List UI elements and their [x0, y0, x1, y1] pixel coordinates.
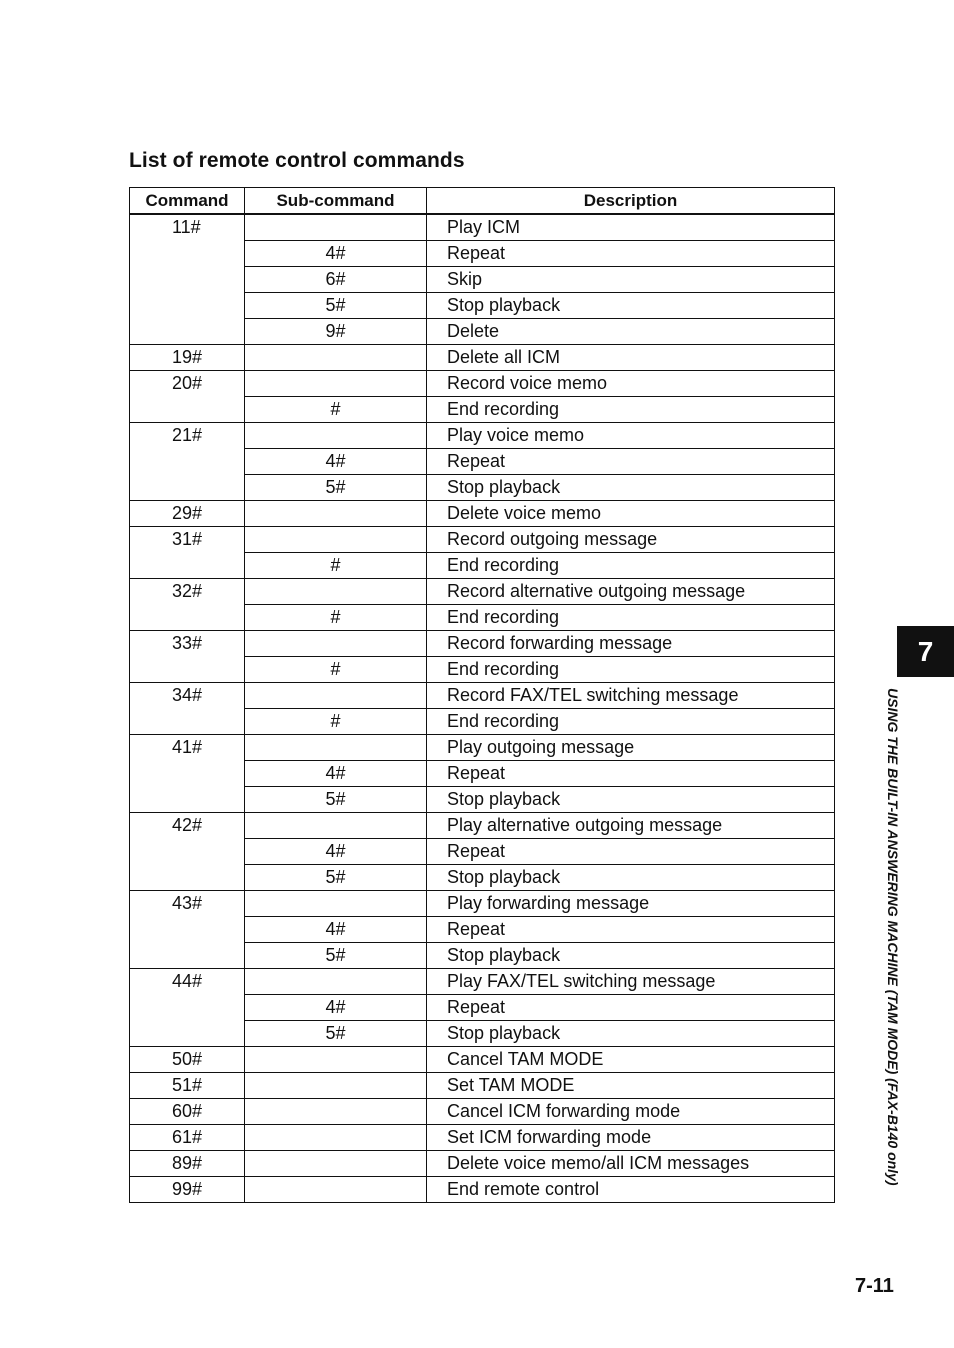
command-cell: 42# — [130, 813, 245, 891]
table-row — [130, 423, 835, 449]
command-cell: 99# — [130, 1177, 245, 1203]
command-cell: 20# — [130, 371, 245, 423]
table-row — [130, 1047, 835, 1073]
description-cell: Record forwarding message — [427, 631, 835, 657]
subcommand-cell: 9# — [245, 319, 427, 345]
command-cell: 31# — [130, 527, 245, 579]
table-row — [130, 735, 835, 761]
description-cell: Repeat — [427, 761, 835, 787]
description-cell: End recording — [427, 709, 835, 735]
description-cell: End recording — [427, 657, 835, 683]
description-cell: Stop playback — [427, 293, 835, 319]
subcommand-cell: 5# — [245, 475, 427, 501]
command-cell: 33# — [130, 631, 245, 683]
header-description: Description — [427, 188, 835, 215]
subcommand-cell-empty — [245, 1177, 427, 1203]
remote-commands-table — [129, 187, 835, 1203]
subcommand-cell: # — [245, 605, 427, 631]
description-cell: Play FAX/TEL switching message — [427, 969, 835, 995]
description-cell: Play voice memo — [427, 423, 835, 449]
description-cell: Repeat — [427, 449, 835, 475]
subcommand-cell-empty — [245, 891, 427, 917]
chapter-tab: 7 — [897, 626, 954, 677]
subcommand-cell-empty — [245, 527, 427, 553]
subcommand-cell-empty — [245, 1073, 427, 1099]
description-cell: Delete all ICM — [427, 345, 835, 371]
description-cell: Cancel TAM MODE — [427, 1047, 835, 1073]
table-row — [130, 371, 835, 397]
table-row — [130, 501, 835, 527]
header-subcommand: Sub-command — [245, 188, 427, 215]
description-cell: Stop playback — [427, 787, 835, 813]
description-cell: Record alternative outgoing message — [427, 579, 835, 605]
description-cell: Repeat — [427, 995, 835, 1021]
description-cell: Set ICM forwarding mode — [427, 1125, 835, 1151]
table-row — [130, 891, 835, 917]
subcommand-cell: 4# — [245, 449, 427, 475]
command-cell: 50# — [130, 1047, 245, 1073]
command-cell: 19# — [130, 345, 245, 371]
table-row — [130, 1151, 835, 1177]
description-cell: Record outgoing message — [427, 527, 835, 553]
command-cell: 29# — [130, 501, 245, 527]
subcommand-cell: 5# — [245, 943, 427, 969]
command-cell: 21# — [130, 423, 245, 501]
subcommand-cell-empty — [245, 1047, 427, 1073]
description-cell: Play alternative outgoing message — [427, 813, 835, 839]
subcommand-cell-empty — [245, 501, 427, 527]
subcommand-cell: 4# — [245, 241, 427, 267]
description-cell: Stop playback — [427, 1021, 835, 1047]
command-cell: 41# — [130, 735, 245, 813]
description-cell: Set TAM MODE — [427, 1073, 835, 1099]
subcommand-cell-empty — [245, 371, 427, 397]
description-cell: Play forwarding message — [427, 891, 835, 917]
subcommand-cell-empty — [245, 683, 427, 709]
table-row — [130, 969, 835, 995]
subcommand-cell: 5# — [245, 787, 427, 813]
command-cell: 89# — [130, 1151, 245, 1177]
description-cell: End recording — [427, 397, 835, 423]
table-row — [130, 1125, 835, 1151]
table-row — [130, 527, 835, 553]
description-cell: Play ICM — [427, 214, 835, 241]
description-cell: Repeat — [427, 917, 835, 943]
command-cell: 43# — [130, 891, 245, 969]
description-cell: Play outgoing message — [427, 735, 835, 761]
description-cell: Repeat — [427, 241, 835, 267]
table-row — [130, 683, 835, 709]
description-cell: Repeat — [427, 839, 835, 865]
command-cell: 34# — [130, 683, 245, 735]
table-row — [130, 1177, 835, 1203]
table-header-row — [130, 188, 835, 215]
command-cell: 51# — [130, 1073, 245, 1099]
subcommand-cell-empty — [245, 813, 427, 839]
subcommand-cell-empty — [245, 735, 427, 761]
subcommand-cell: # — [245, 553, 427, 579]
subcommand-cell-empty — [245, 345, 427, 371]
description-cell: Delete voice memo/all ICM messages — [427, 1151, 835, 1177]
subcommand-cell: # — [245, 709, 427, 735]
subcommand-cell: 5# — [245, 293, 427, 319]
table-row — [130, 813, 835, 839]
page-title: List of remote control commands — [129, 149, 465, 172]
command-cell: 61# — [130, 1125, 245, 1151]
page-number: 7-11 — [855, 1275, 894, 1297]
subcommand-cell-empty — [245, 969, 427, 995]
header-command: Command — [130, 188, 245, 215]
description-cell: End recording — [427, 605, 835, 631]
description-cell: Record voice memo — [427, 371, 835, 397]
description-cell: Delete voice memo — [427, 501, 835, 527]
command-cell: 44# — [130, 969, 245, 1047]
description-cell: Skip — [427, 267, 835, 293]
description-cell: Cancel ICM forwarding mode — [427, 1099, 835, 1125]
subcommand-cell-empty — [245, 423, 427, 449]
subcommand-cell: 4# — [245, 839, 427, 865]
subcommand-cell: 4# — [245, 917, 427, 943]
command-cell: 60# — [130, 1099, 245, 1125]
subcommand-cell-empty — [245, 1151, 427, 1177]
subcommand-cell: 4# — [245, 995, 427, 1021]
subcommand-cell: 5# — [245, 1021, 427, 1047]
description-cell: Stop playback — [427, 475, 835, 501]
description-cell: Delete — [427, 319, 835, 345]
subcommand-cell-empty — [245, 1099, 427, 1125]
description-cell: End remote control — [427, 1177, 835, 1203]
table-body — [130, 214, 835, 1203]
table-row — [130, 631, 835, 657]
subcommand-cell: # — [245, 397, 427, 423]
subcommand-cell-empty — [245, 579, 427, 605]
subcommand-cell-empty — [245, 1125, 427, 1151]
description-cell: Stop playback — [427, 865, 835, 891]
chapter-side-title: USING THE BUILT-IN ANSWERING MACHINE (TAM MODE) (FAX-B140 only) — [885, 688, 901, 1186]
table-row — [130, 1073, 835, 1099]
subcommand-cell: 4# — [245, 761, 427, 787]
table-row — [130, 579, 835, 605]
table-row — [130, 214, 835, 241]
table-row — [130, 345, 835, 371]
subcommand-cell-empty — [245, 214, 427, 241]
subcommand-cell: 6# — [245, 267, 427, 293]
description-cell: End recording — [427, 553, 835, 579]
command-cell: 11# — [130, 214, 245, 345]
description-cell: Stop playback — [427, 943, 835, 969]
subcommand-cell-empty — [245, 631, 427, 657]
command-cell: 32# — [130, 579, 245, 631]
table-row — [130, 1099, 835, 1125]
subcommand-cell: 5# — [245, 865, 427, 891]
subcommand-cell: # — [245, 657, 427, 683]
description-cell: Record FAX/TEL switching message — [427, 683, 835, 709]
